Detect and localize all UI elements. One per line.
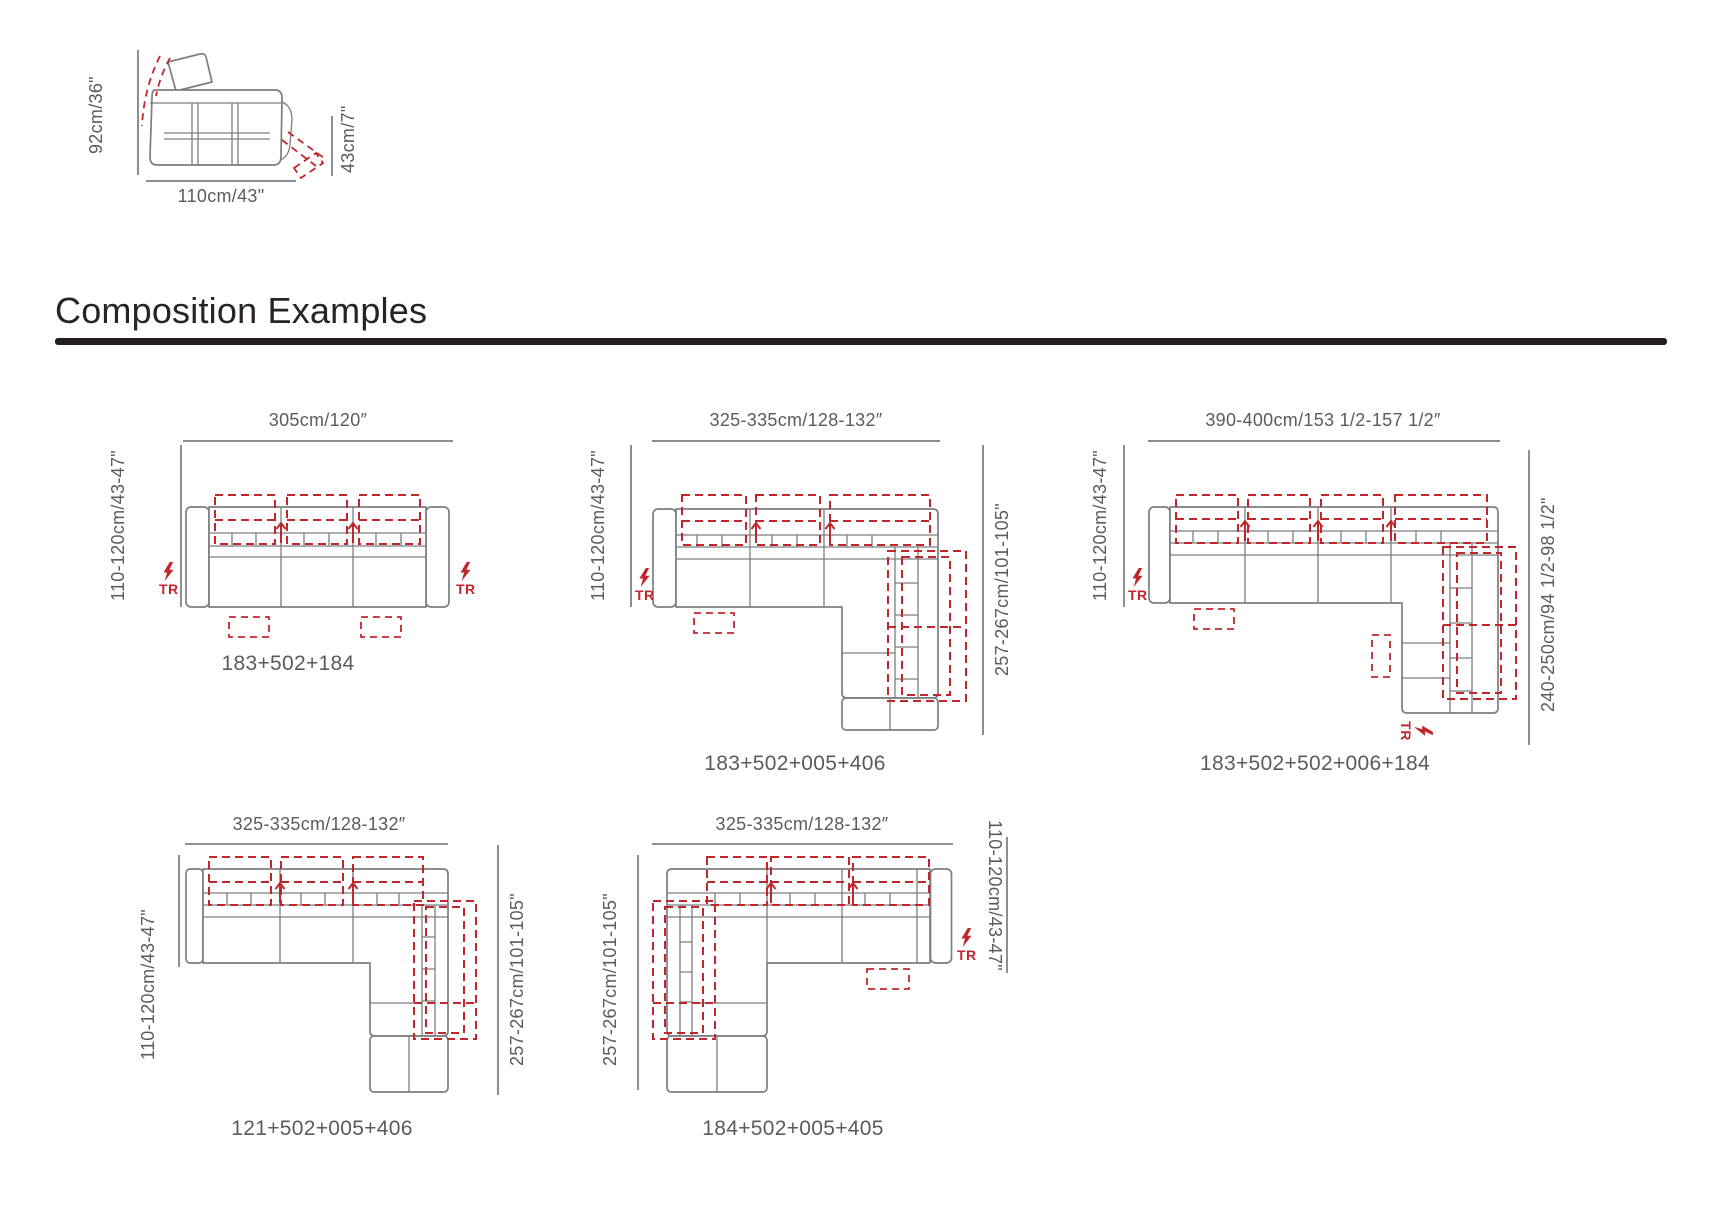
sofa-side-view	[130, 40, 340, 188]
dimension-line-right	[497, 845, 499, 1095]
tr-label: TR	[159, 581, 179, 597]
power-recliner-indicator	[456, 562, 476, 596]
lightning-bolt-icon	[638, 568, 651, 587]
dimension-label-top: 325-335cm/128-132″	[709, 410, 883, 430]
composition-2	[540, 400, 1020, 800]
dimension-label-top: 325-335cm/128-132″	[715, 814, 889, 834]
sofa-structure	[186, 507, 449, 607]
tr-label: TR	[957, 947, 977, 963]
composition-code: 183+502+184	[221, 652, 355, 675]
composition-code: 121+502+005+406	[231, 1117, 413, 1140]
sofa-structure	[150, 54, 292, 165]
dimension-label-right: 110-120cm/43-47"	[985, 819, 1005, 971]
dimension-line-left	[1123, 445, 1125, 607]
sofa-top-view-straight	[185, 493, 450, 641]
sofa-top-view-l-shape-left	[645, 857, 957, 1097]
sofa-top-view-l-shape-right	[185, 857, 481, 1097]
sofa-structure	[653, 509, 938, 730]
side-height-line	[137, 50, 139, 175]
dimension-line-right	[1006, 837, 1008, 973]
side-view-diagram	[80, 30, 390, 230]
power-recliner-indicator	[957, 928, 977, 962]
dimension-label-left: 110-120cm/43-47"	[588, 450, 608, 602]
sofa-top-view-l-shape-right-large	[1148, 493, 1526, 725]
power-recliner-indicator	[1399, 721, 1433, 741]
dimension-label-left: 110-120cm/43-47"	[108, 450, 128, 602]
composition-code: 183+502+502+006+184	[1200, 752, 1430, 775]
dimension-line-top	[652, 843, 953, 845]
dimension-label-left: 110-120cm/43-47"	[138, 909, 158, 1061]
dimension-label-right: 257-267cm/101-105"	[992, 503, 1012, 677]
lightning-bolt-icon	[1414, 724, 1433, 737]
composition-code: 183+502+005+406	[704, 752, 886, 775]
side-width-label: 110cm/43"	[177, 186, 265, 206]
lightning-bolt-icon	[459, 562, 472, 581]
dimension-label-top: 305cm/120″	[268, 410, 368, 430]
dimension-line-top	[1148, 440, 1500, 442]
lightning-bolt-icon	[960, 928, 973, 947]
dimension-label-top: 390-400cm/153 1/2-157 1/2″	[1205, 410, 1441, 430]
composition-4	[100, 790, 540, 1165]
tr-label: TR	[1128, 587, 1148, 603]
power-recliner-indicator	[1128, 568, 1148, 602]
dimension-label-top: 325-335cm/128-132″	[232, 814, 406, 834]
power-recliner-indicator	[635, 568, 655, 602]
tr-label: TR	[1397, 721, 1414, 741]
sofa-structure	[1149, 507, 1498, 713]
side-footrest-line	[331, 116, 333, 176]
dimension-line-left	[630, 445, 632, 607]
dimension-label-left: 110-120cm/43-47"	[1090, 450, 1110, 602]
composition-1	[100, 400, 510, 700]
tr-label: TR	[635, 587, 655, 603]
dimension-label-left: 257-267cm/101-105"	[600, 893, 620, 1067]
composition-3	[990, 400, 1570, 800]
dimension-line-right	[1528, 450, 1530, 745]
dimension-line-top	[183, 440, 453, 442]
sofa-structure	[186, 869, 448, 1092]
dimension-line-top	[652, 440, 940, 442]
composition-5	[540, 790, 1030, 1165]
dimension-label-right: 257-267cm/101-105"	[507, 893, 527, 1067]
side-footrest-label: 43cm/7"	[338, 105, 358, 174]
tr-label: TR	[456, 581, 476, 597]
title-underline	[55, 338, 1667, 345]
composition-code: 184+502+005+405	[702, 1117, 884, 1140]
dimension-line-top	[185, 843, 448, 845]
lightning-bolt-icon	[1131, 568, 1144, 587]
dimension-line-left	[178, 855, 180, 967]
dimension-line-left	[180, 445, 182, 607]
dimension-label-right: 240-250cm/94 1/2-98 1/2"	[1538, 497, 1558, 713]
side-height-label: 92cm/36"	[86, 76, 106, 154]
sofa-top-view-l-shape-right	[652, 493, 988, 738]
power-recliner-indicator	[159, 562, 179, 596]
dimension-line-left	[637, 855, 639, 1090]
page-title: Composition Examples	[55, 290, 428, 331]
side-width-line	[146, 180, 296, 182]
lightning-bolt-icon	[162, 562, 175, 581]
